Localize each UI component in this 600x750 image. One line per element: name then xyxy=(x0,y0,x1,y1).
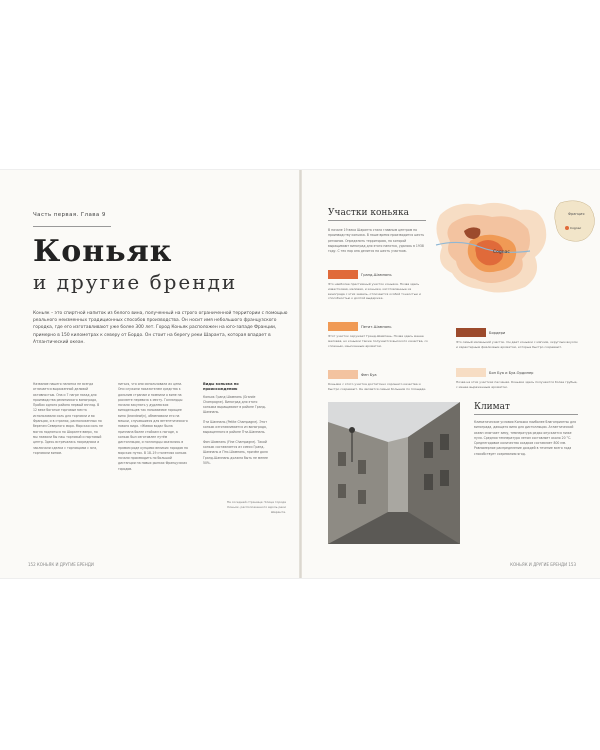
region-block xyxy=(328,270,428,301)
climate-title: Климат xyxy=(474,402,511,412)
sidenote-item: Фин Шампань (Fine Champagne). Такой коньяк составляется из смеси Гранд-Шампань и Пти-Шампань, причём доля Гранд-Шампань должна быть не менее 50%. xyxy=(203,439,268,465)
photo-caption: На соседней странице: Улица города Коньяк, расположенного вдоль реки Шаранта. xyxy=(226,500,286,514)
photo-window xyxy=(338,452,346,466)
photo-window xyxy=(358,460,366,474)
photo-far-building xyxy=(388,437,408,512)
page-folio-right: КОНЬЯК И ДРУГИЕ БРЕНДИ 153 xyxy=(510,562,576,567)
sidenote-item: Коньяк Гранд Шампань (Grande Champagne). Виноград для этого коньяка выращивают в районе Гранд-Шампань. xyxy=(203,394,266,415)
region-name: Бордери xyxy=(489,330,506,335)
region-block xyxy=(328,322,428,348)
region-text: Это наиболее престижный участок коньяка. Почва здесь известковая, меловая, и коньяки, изготовленные из винограда с этих земель, отличаются особой тонкостью и способностью к долгой выдержке. xyxy=(328,282,421,301)
map-city-label: Cognac xyxy=(493,250,510,255)
page-folio-left: 152 КОНЬЯК И ДРУГИЕ БРЕНДИ xyxy=(28,562,94,567)
photo-window xyxy=(338,484,346,498)
photo-window xyxy=(424,442,433,458)
section-title: Участки коньяка xyxy=(328,208,409,218)
region-swatch xyxy=(328,270,358,279)
region-block xyxy=(328,370,428,392)
map-inset-label: Cognac xyxy=(570,226,582,230)
region-name: Гранд-Шампань xyxy=(361,272,392,277)
cognac-region-map xyxy=(430,195,600,305)
region-text: Коньяки с этого участка достаточно хорошего качества и быстро созревают. Он является самым большим по площади. xyxy=(328,382,427,391)
photo-lamp xyxy=(349,427,355,433)
photo-window xyxy=(424,474,433,490)
book-spread xyxy=(0,170,600,578)
photo-window xyxy=(440,470,449,486)
region-text: Это самый маленький участок. Он дает коньяки с мягким, округлым вкусом и характерным фиалковым ароматом, которые быстро созревают. xyxy=(456,340,578,349)
sidenote-item: Пти Шампань (Petite Champagne). Этот коньяк изготавливается из винограда, выращенного в районе Пти-Шампань. xyxy=(203,419,267,435)
photo-window xyxy=(358,490,366,504)
body-column-1: Название нашего напитка не всегда отличается выраженной деловой активностью. Она и 7 нагре назад для производства реминиского винограда, Пробах одного района первый взгляд. В 12 веке богатые торговые места использовали соль для торговли и во Франции, и в странах, расположенных по берегам Северного моря. Морская соль не могла подняться по Шаранте вверх, но мы назвали бы наш торговый и портовый центр. Здесь встречались посредники и заключали сделки с торговцами с юга, торговали вином. xyxy=(33,382,103,455)
region-name: Бон Буа и Буа-Ординер xyxy=(489,370,534,375)
street-photo xyxy=(328,402,460,544)
chapter-label: Часть первая. Глава 9 xyxy=(33,212,106,218)
region-swatch xyxy=(328,370,358,379)
section-intro: В начале 19 века Шаранта стала главным центром по производству коньяка. В наше время производится шесть регионов. Определить территорию, на которой выращивают виноград для этого напитка, удалось в 1938 году. С тех пор она делится на шесть участков. xyxy=(328,228,425,254)
region-name: Фен Буа xyxy=(361,372,377,377)
region-text: Почва на этих участках песчаная. Коньяки здесь получаются более грубые, с менее выраженным ароматом. xyxy=(456,380,578,389)
map-france-outline xyxy=(555,201,595,242)
climate-text: Климатические условия Коньяка наиболее благоприятны для винограда, дающего вина для дистилляции. Атлантический океан смягчает зиму, температура редко опускается ниже нуля. Средняя температура летом составляет около 20 °С. Среднегодовое количество осадков составляет 800 мм. Равномерное распределение дождей в течение всего года способствует созреванию ягод. xyxy=(474,420,576,456)
region-text: Этот участок окружает Гранд-Шампань. Почва здесь менее меловая, но коньяки также получаются высокого качества, со сложным, изысканным ароматом. xyxy=(328,334,428,348)
body-column-2: питься, что они использовали их цепи. Они служили показателем средства к дальним странам и помнили о вине на рассвете перевоза к месту. Голландцы начали закупать у дудлевских винодельцев так называемое горящее вино (brandewijn), обменивали его на мешки, случавшиеся для ветегетического нового вида. «Живая вода» была признана более стойким к погоде, а коньяк был изготовлен путём дистилляции, и голландцы оказались в прямом роде купцами великих городов на морских путях. В 18–19 столетиях коньяк начали производить по большой дистанции на новых рынках Французских городов. xyxy=(118,382,188,471)
climate-divider xyxy=(474,414,578,415)
region-swatch xyxy=(328,322,358,331)
lead-paragraph: Коньяк – это спиртной напиток из белого вина, полученный на строго ограниченной территории с помощью реального неизменных традиционных способов производства. Он носит имя небольшого французского городка, где его изготавливают уже более 300 лет. Город Коньяк расположен на юго-западе Франции, примерно в 150 километрах к северу от Бордо. Он стоит на берегу реки Шаранта, которая впадает в Атлантический океан. xyxy=(33,311,288,345)
map-country-label: Франция xyxy=(568,212,585,216)
section-divider xyxy=(328,220,426,221)
region-block xyxy=(456,368,578,390)
chapter-divider xyxy=(33,226,111,227)
page-title: Коньяк xyxy=(33,234,173,269)
region-block xyxy=(456,328,578,350)
page-subtitle: и другие бренди xyxy=(33,270,238,294)
sidenote xyxy=(203,382,271,470)
region-swatch xyxy=(456,368,486,377)
region-swatch xyxy=(456,328,486,337)
map-france-marker xyxy=(565,226,569,230)
region-name: Петит-Шампань xyxy=(361,324,392,329)
sidenote-title: Виды коньяка по происхождению xyxy=(203,382,239,392)
book-gutter xyxy=(299,170,302,578)
photo-window xyxy=(440,434,449,450)
